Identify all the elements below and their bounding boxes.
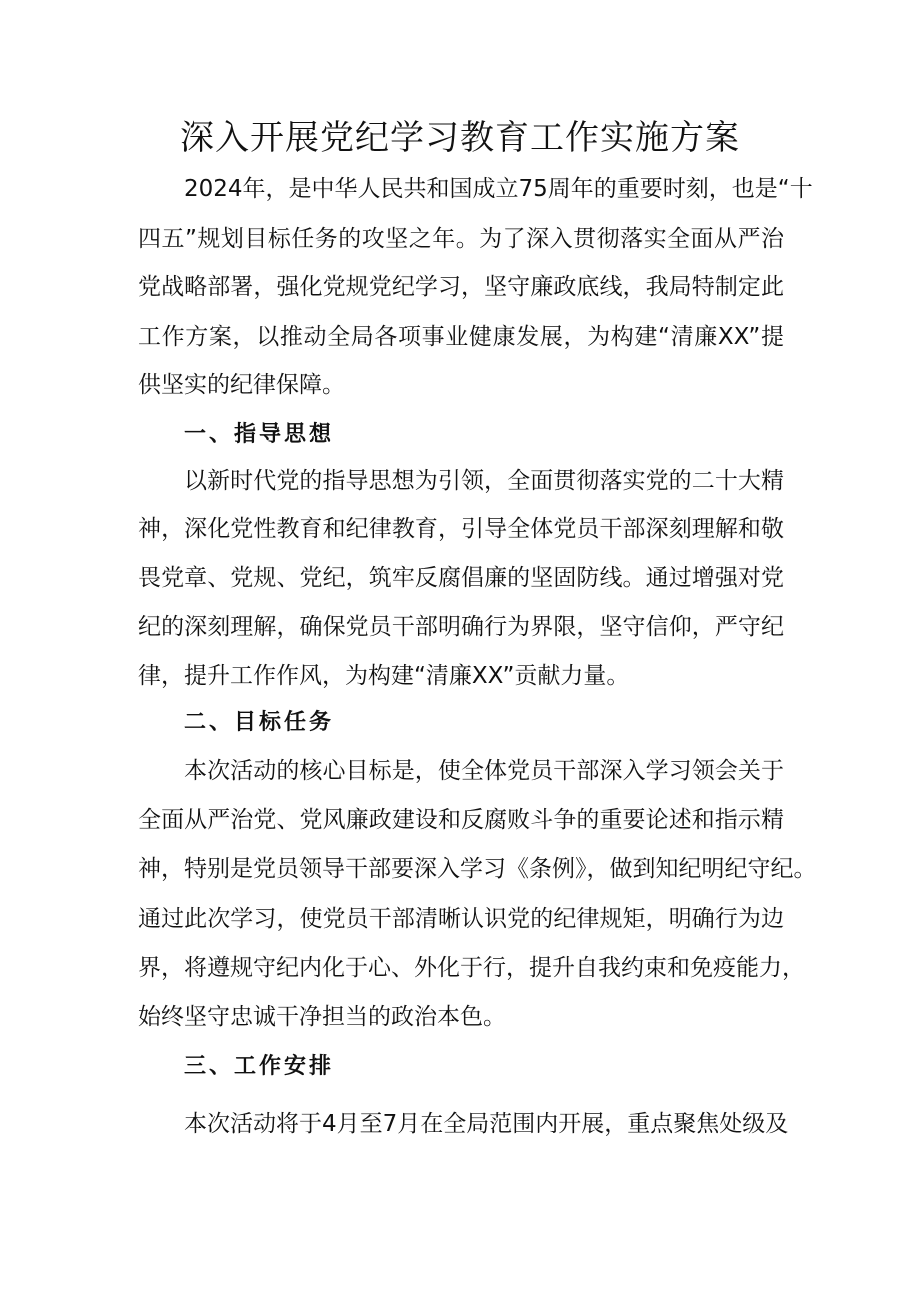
paragraph-line: 始终坚守忠诚干净担当的政治本色。 [138,1004,506,1030]
paragraph-line: 律，提升工作作风，为构建“清廉XX”贡献力量。 [138,663,630,689]
section-heading: 一、指导思想 [184,422,335,447]
paragraph-line: 纪的深刻理解，确保党员干部明确行为界限，坚守信仰，严守纪 [138,614,784,640]
paragraph-line: 神，深化党性教育和纪律教育，引导全体党员干部深刻理解和敬 [138,516,784,542]
intro-line: 党战略部署，强化党规党纪学习，坚守廉政底线，我局特制定此 [138,274,784,300]
paragraph-line: 界，将遵规守纪内化于心、外化于行，提升自我约束和免疫能力， [138,955,805,981]
section-heading: 二、目标任务 [184,710,335,735]
section-heading: 三、工作安排 [184,1054,335,1079]
paragraph-line: 畏党章、党规、党纪，筑牢反腐倡廉的坚固防线。通过增强对党 [138,565,784,591]
paragraph-line: 以新时代党的指导思想为引领，全面贯彻落实党的二十大精 [184,468,784,494]
paragraph-line: 本次活动将于4月至7月在全局范围内开展，重点聚焦处级及 [184,1111,789,1137]
document-title: 深入开展党纪学习教育工作实施方案 [180,118,740,158]
intro-line: 供坚实的纪律保障。 [138,372,345,398]
paragraph-line: 全面从严治党、党风廉政建设和反腐败斗争的重要论述和指示精 [138,807,784,833]
paragraph-line: 本次活动的核心目标是，使全体党员干部深入学习领会关于 [184,758,784,784]
intro-line: 工作方案，以推动全局各项事业健康发展，为构建“清廉XX”提 [138,324,784,350]
paragraph-line: 神，特别是党员领导干部要深入学习《条例》，做到知纪明纪守纪。 [138,856,817,882]
intro-line: 四五”规划目标任务的攻坚之年。为了深入贯彻落实全面从严治 [138,226,784,252]
paragraph-line: 通过此次学习，使党员干部清晰认识党的纪律规矩，明确行为边 [138,906,784,932]
intro-line: 2024年，是中华人民共和国成立75周年的重要时刻，也是“十 [184,176,813,202]
